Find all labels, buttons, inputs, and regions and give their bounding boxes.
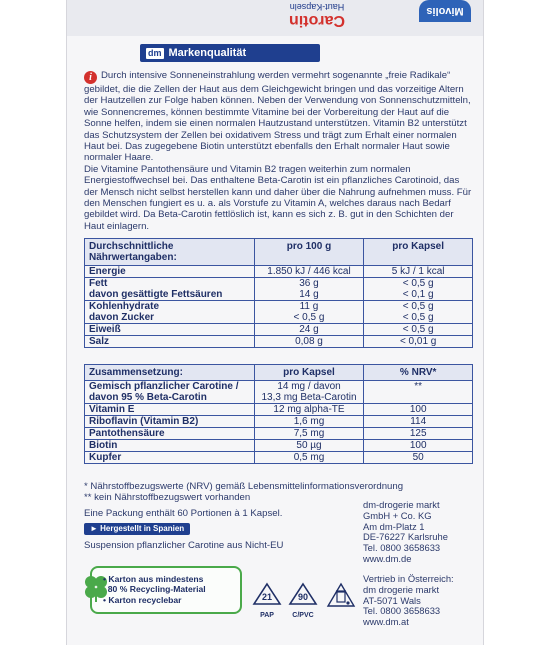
ingredient-amount: 12 mg alpha-TE	[254, 404, 364, 416]
nutrient-name: Kohlenhydrate davon Zucker	[85, 301, 255, 324]
nutrient-percap: < 0,5 g	[364, 324, 473, 336]
ingredient-name: Gemisch pflanzlicher Carotine / davon 95 % Beta-Carotin	[85, 381, 255, 404]
ingredient-nrv: 100	[364, 404, 473, 416]
nutrition-header-per100: pro 100 g	[254, 239, 364, 266]
intro-text	[84, 70, 474, 232]
table-row	[85, 404, 473, 416]
table-row	[85, 324, 473, 336]
brand-name-flipped: Carotin	[289, 12, 345, 29]
nutrition-header-row	[85, 239, 473, 266]
table-row	[85, 428, 473, 440]
info-icon: i	[84, 71, 97, 84]
nutrient-name: Salz	[85, 336, 255, 348]
ingredient-amount: 0,5 mg	[254, 452, 364, 464]
intro-paragraph-1: Durch intensive Sonneneinstrahlung werden vermehrt sogenannte „freie Radikale“ gebildet, die die Zellen der Haut aus dem Gleichgewicht bringen und das vorzeitige Altern der Hautzellen zur Folge haben können. Neben der Verwendung von Sonnenschutzmitteln, wie Sonnencremes, können bestimmte Vitamine bei der Vorbereitung der Haut auf die Sonne helfen, indem sie einen normalen Hautzustand unterstützen. Vitamin B2 unterstützt das Schutzsystem der Zellen bei oxidativem Stress und trägt zum Erhalt einer normalen Haut bei. Das zugegebene Biotin unterstützt ebenfalls den Erhalt normaler Haut sowie normaler Haare.	[84, 70, 471, 164]
mivolis-logo: Mivolis	[419, 0, 471, 22]
nutrient-per100: 24 g	[254, 324, 364, 336]
manufacturer-address: dm-drogerie markt GmbH + Co. KG Am dm-Platz 1 DE-76227 Karlsruhe Tel. 0800 3658633 www.dm.de	[363, 499, 448, 564]
recycling-code-number: 90	[297, 592, 309, 602]
ingredient-nrv: 50	[364, 452, 473, 464]
footnote-nrv: * Nährstoffbezugswerte (NRV) gemäß Lebensmittelinformationsverordnung	[84, 481, 404, 492]
recycling-item: • Karton recyclebar	[103, 594, 182, 605]
suspension-text: Suspension pflanzlicher Carotine aus Nicht-EU	[84, 540, 284, 551]
table-row	[85, 301, 473, 324]
recycling-code-label: PAP	[260, 612, 274, 619]
nutrient-percap: 5 kJ / 1 kcal	[364, 266, 473, 278]
nutrient-percap: < 0,5 g < 0,5 g	[364, 301, 473, 324]
nutrient-percap: < 0,5 g < 0,1 g	[364, 278, 473, 301]
ingredient-amount: 14 mg / davon 13,3 mg Beta-Carotin	[254, 381, 364, 404]
nutrition-header-percap: pro Kapsel	[364, 239, 473, 266]
origin-text: Hergestellt in Spanien	[100, 524, 185, 533]
recycling-code-pap	[252, 582, 282, 619]
composition-header-percap: pro Kapsel	[254, 365, 364, 381]
waste-bin-symbol	[326, 582, 356, 617]
nutrient-per100: 11 g < 0,5 g	[254, 301, 364, 324]
nutrient-name: Energie	[85, 266, 255, 278]
markenqualitaet-banner	[140, 44, 320, 62]
banner-text: Markenqualität	[168, 47, 247, 59]
recycling-code-cpvc	[288, 582, 318, 619]
nutrient-name: Fett davon gesättigte Fettsäuren	[85, 278, 255, 301]
ingredient-name: Kupfer	[85, 452, 255, 464]
composition-table	[84, 364, 473, 464]
recycling-code-label: C/PVC	[292, 612, 314, 619]
dm-logo: dm	[148, 47, 162, 58]
recycling-item: 80 % Recycling-Material	[107, 584, 206, 595]
table-row	[85, 336, 473, 348]
table-row	[85, 416, 473, 428]
table-row	[85, 381, 473, 404]
ingredient-name: Pantothensäure	[85, 428, 255, 440]
footnote-no-nrv: ** kein Nährstoffbezugswert vorhanden	[84, 491, 251, 503]
ingredient-amount: 7,5 mg	[254, 428, 364, 440]
ingredient-nrv: **	[364, 381, 473, 404]
nutrition-table	[84, 238, 473, 348]
flipped-product-name	[217, 0, 417, 30]
table-row	[85, 278, 473, 301]
origin-badge: ► Hergestellt in Spanien	[84, 523, 190, 535]
ingredient-amount: 1,6 mg	[254, 416, 364, 428]
recycling-item: • Karton aus mindestens	[103, 574, 204, 584]
nutrient-percap: < 0,01 g	[364, 336, 473, 348]
ingredient-name: Biotin	[85, 440, 255, 452]
table-row	[85, 440, 473, 452]
intro-paragraph-2: Die Vitamine Pantothensäure und Vitamin B2 tragen weiterhin zum normalen Energiestoffwechsel bei. Das enthaltene Beta-Carotin ist ein pflanzliches Carotinoid, das der Mensch nicht selbst herstellen kann und daher über die Nahrung aufnehmen muss. Für den Menschen fungiert es u. a. als Vorstufe zu Vitamin A, welches daraus nach Bedarf gebildet wird. Da Beta-Carotin fettlöslich ist, kann es sich z. B. gut in den Schichten der Haut einlagern.	[84, 163, 472, 232]
nutrient-name: Eiweiß	[85, 324, 255, 336]
nutrient-per100: 36 g 14 g	[254, 278, 364, 301]
distributor-austria-address: Vertrieb in Österreich: dm drogerie markt AT-5071 Wals Tel. 0800 3658633 www.dm.at	[363, 573, 454, 628]
trash-bin-icon	[326, 582, 356, 612]
ingredient-name: Vitamin E	[85, 404, 255, 416]
composition-header-nrv: % NRV*	[364, 365, 473, 381]
footnotes	[84, 482, 403, 503]
ingredient-name: Riboflavin (Vitamin B2)	[85, 416, 255, 428]
table-row	[85, 452, 473, 464]
nutrition-header-label: Durchschnittliche Nährwertangaben:	[85, 239, 255, 266]
ingredient-nrv: 125	[364, 428, 473, 440]
recycling-triangle-icon	[252, 582, 282, 606]
flap-strip	[67, 0, 483, 36]
ingredient-nrv: 100	[364, 440, 473, 452]
portions-text: Eine Packung enthält 60 Portionen à 1 Kapsel.	[84, 508, 283, 519]
nutrient-per100: 0,08 g	[254, 336, 364, 348]
product-sub-flipped: Haut-Kapseln	[289, 2, 345, 12]
recycling-code-number: 21	[261, 592, 273, 602]
ingredient-amount: 50 µg	[254, 440, 364, 452]
table-row	[85, 266, 473, 278]
recycling-triangle-icon	[288, 582, 318, 606]
composition-header-row	[85, 365, 473, 381]
recycling-list	[103, 574, 206, 605]
composition-header-label: Zusammensetzung:	[85, 365, 255, 381]
ingredient-nrv: 114	[364, 416, 473, 428]
nutrient-per100: 1.850 kJ / 446 kcal	[254, 266, 364, 278]
